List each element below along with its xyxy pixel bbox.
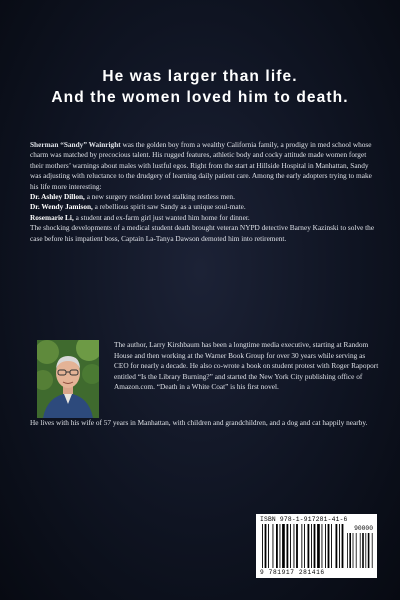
character-name: Rosemarie Li,	[30, 212, 74, 222]
ean-digits: 9 781917 281416	[260, 569, 325, 576]
character-text: a student and ex-farm girl just wanted him home for dinner.	[73, 212, 250, 222]
tagline-line-2: And the women loved him to death.	[51, 89, 349, 106]
description-intro	[30, 140, 380, 192]
intro-text: was the golden boy from a wealthy California family, a prodigy in med school whose charm was matched by precocious talent. His rugged features, athletic body and cocky attitude made women forget their mothers’ warnings about males with lustful egos. Right from the start at Hillside Hospital in Manhattan, Sandy was adjusting with reluctance to the drudgery of learning daily patient care. Among the early adopters trying to make his life more interesting:	[30, 140, 372, 191]
ean-bars	[262, 524, 344, 568]
character-name: Dr. Ashley Dillon,	[30, 192, 85, 202]
character-name: Dr. Wendy Jamison,	[30, 202, 93, 212]
tagline	[0, 66, 400, 108]
character-text: a rebellious spirit saw Sandy as a unique soul-mate.	[92, 202, 246, 212]
author-photo	[37, 340, 99, 418]
isbn-barcode	[256, 514, 377, 578]
author-bio: The author, Larry Kirshbaum has been a longtime media executive, starting at Random House and then working at the Warner Book Group for over 30 years while serving as CEO for nearly a decade. He also co-wrote a book on student protest with Roger Rapoport entitled “Is the Library Burning?” and started the New York City publishing office of Amazon.com. “Death in a White Coat” is his first novel.	[114, 340, 379, 392]
tagline-line-1: He was larger than life.	[102, 68, 298, 85]
character-line	[30, 192, 380, 202]
character-line	[30, 213, 380, 223]
author-personal: He lives with his wife of 57 years in Manhattan, with children and grandchildren, and a dog and cat happily nearby.	[30, 418, 368, 427]
character-text: a new surgery resident loved stalking restless men.	[84, 192, 235, 202]
description-closing: The shocking developments of a medical student death brought veteran NYPD detective Barney Kazinski to solve the case before his impatient boss, Captain La-Tanya Dawson demoted him into retirement.	[30, 223, 375, 243]
character-line	[30, 202, 380, 212]
protagonist-name: Sherman “Sandy” Wainright	[30, 140, 121, 149]
price-code: 90000	[354, 525, 373, 532]
addon-bars	[347, 533, 373, 568]
isbn-number: ISBN 978-1-917281-41-6	[260, 516, 348, 523]
book-description	[30, 140, 380, 244]
